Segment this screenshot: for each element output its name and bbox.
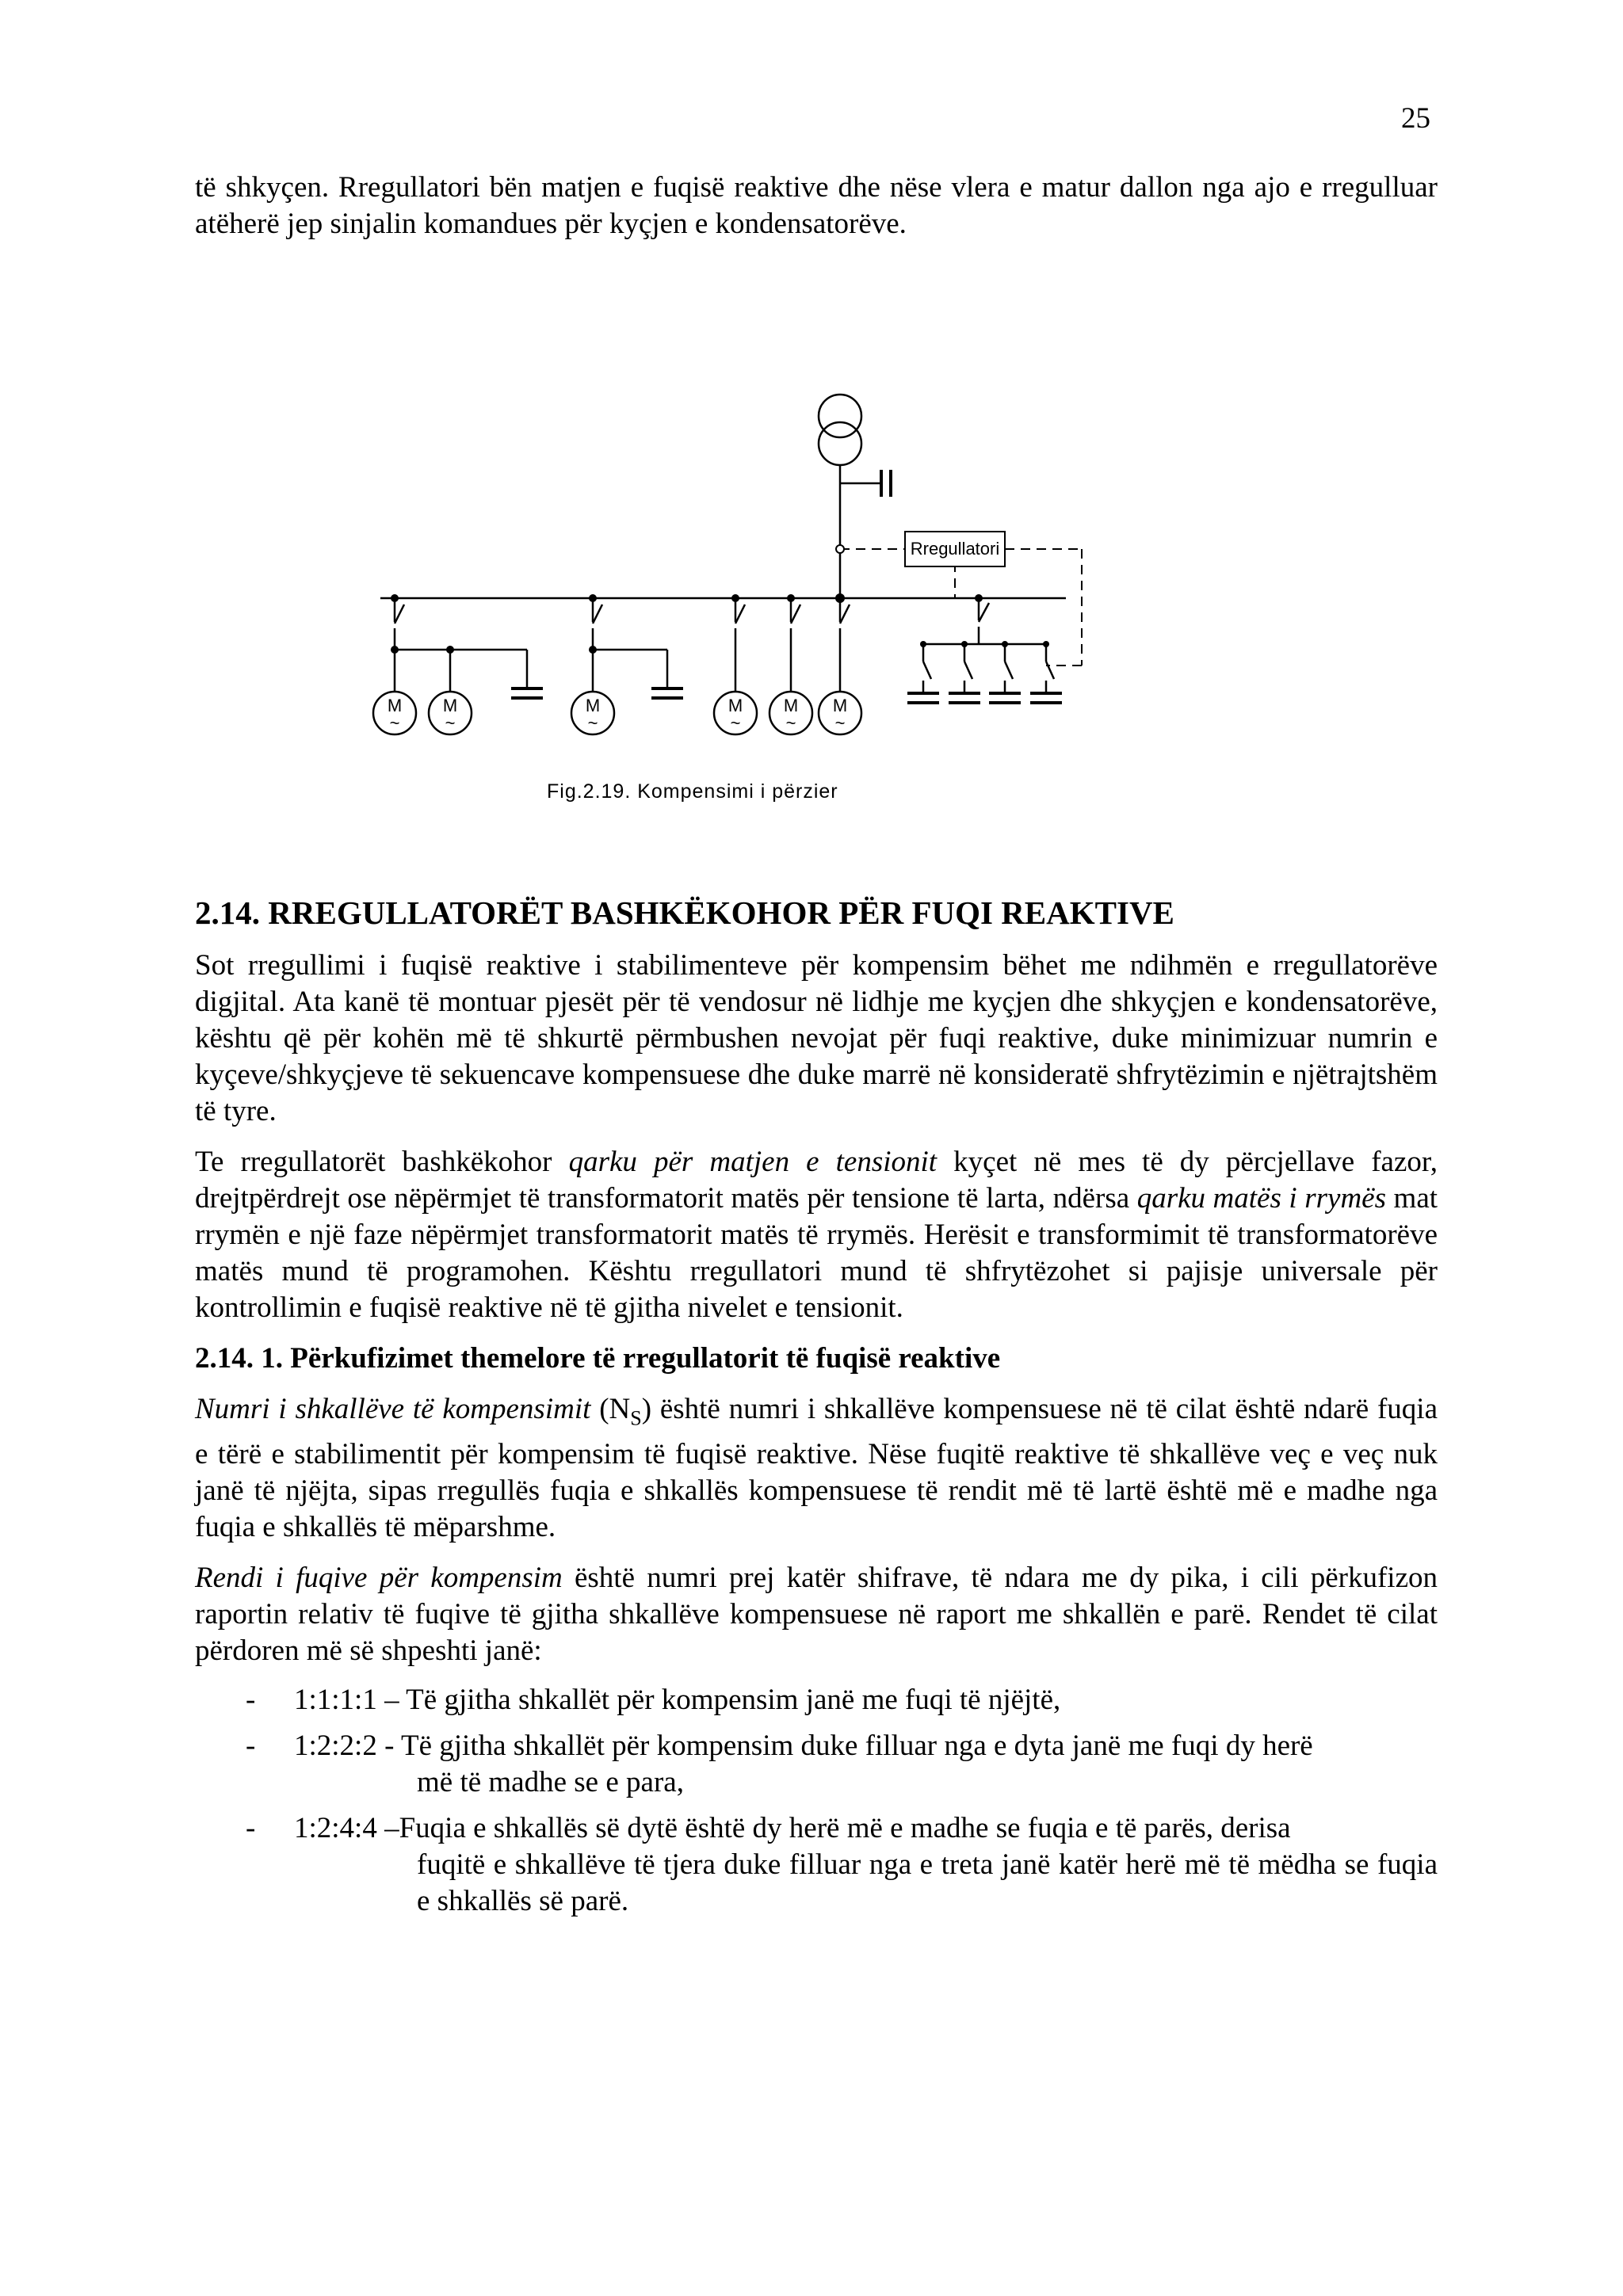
- motor-m2: [429, 692, 472, 734]
- svg-text:~: ~: [389, 713, 400, 733]
- svg-text:M: M: [387, 696, 403, 715]
- list-item: - 1:2:2:2 - Të gjitha shkallët për kompensim duke filluar nga e dyta janë me fuqi dy herë më të madhe se e para,: [246, 1730, 1313, 1799]
- section-heading: 2.14. RREGULLATORËT BASHKËKOHOR PËR FUQI REAKTIVE: [195, 894, 1174, 931]
- transformer-lower-coil: [819, 422, 861, 465]
- svg-text:M: M: [727, 696, 743, 715]
- definition-paragraph-1: Numri i shkallëve të kompensimit $(N_S)$ është numri i shkallëve kompensuese në të cilat është ndarë fuqia e tërë e stabilimentit për kompensim të fuqisë reaktive. Nëse fuqitë reaktive të shkallëve veç e veç nuk janë të njëjta, sipas rregullës fuqia e shkallës kompensuese të rendit më të lartë është më e madhe nga fuqia e shkallës të mëparshme.: [195, 1393, 1438, 1544]
- motor-m4: [714, 692, 757, 734]
- transformer-upper-coil: [819, 395, 861, 437]
- motor-m3: [571, 692, 614, 734]
- svg-text:~: ~: [834, 713, 846, 733]
- section-body: [195, 948, 1438, 1920]
- compensation-diagram: [365, 392, 1125, 749]
- svg-text:~: ~: [445, 713, 456, 733]
- section-paragraph-1: Sot rregullimi i fuqisë reaktive i stabilimenteve për kompensim bëhet me ndihmën e rregullatorëve digjital. Ata kanë të montuar pjesët për të vendosur në lidhje me kyçjen dhe shkyçjen e kondensatorëve, kështu që për kohën më të shkurtë përmbushen nevojat për fuqi reaktive, duke minimizuar numrin e kyçeve/shkyçjeve të sekuencave kompensuese dhe duke marrë në konsideratë shfrytëzimin e njëtrajtshëm të tyre.: [195, 949, 1438, 1127]
- svg-text:~: ~: [785, 713, 796, 733]
- definition-paragraph-2: Rendi i fuqive për kompensim është numri prej katër shifrave, të ndara me dy pika, i cili përkufizon raportin relativ të fuqive të gjitha shkallëve kompensuese në raport me shkallën e parë. Rendet të cilat përdoren më së shpeshti janë:: [195, 1562, 1438, 1668]
- intro-text: të shkyçen. Rregullatori bën matjen e fuqisë reaktive dhe nëse vlera e matur dallon nga ajo e rregulluar atëherë jep sinjalin komandues për kyçjen e kondensatorëve.: [195, 171, 1438, 240]
- figure-caption: Fig.2.19. Kompensimi i përzier: [547, 780, 838, 803]
- svg-text:M: M: [442, 696, 458, 715]
- ratio-list: [195, 1682, 1438, 1920]
- motor-m1: [373, 692, 416, 734]
- svg-text:M: M: [832, 696, 848, 715]
- svg-text:~: ~: [587, 713, 598, 733]
- section-paragraph-2: Te rregullatorët bashkëkohor qarku për matjen e tensionit kyçet në mes të dy përcjellave fazor, drejtpërdrejt ose nëpërmjet të transformatorit matës për tensione të larta, ndërsa qarku matës i rrymës mat rrymën e një faze nëpërmjet transformatorit matës të rrymës. Herësit e transformimit të transformatorëve matës mund të programohen. Kështu rregullatori mund të shfrytëzohet si pajisje universale për kontrollimin e fuqisë reaktive në të gjitha nivelet e tensionit.: [195, 1146, 1438, 1324]
- svg-text:M: M: [783, 696, 799, 715]
- list-item: - 1:2:4:4 –Fuqia e shkallës së dytë është dy herë më e madhe se fuqia e të parës, derisa fuqitë e shkallëve të tjera duke filluar nga e treta janë katër herë më të mëdha se fuqia e shkallës së parë.: [246, 1812, 1438, 1918]
- svg-text:~: ~: [730, 713, 741, 733]
- intro-paragraph: [195, 170, 1438, 242]
- motor-m6: [819, 692, 861, 734]
- page-number: 25: [1401, 102, 1430, 135]
- list-item: - 1:1:1:1 – Të gjitha shkallët për kompensim janë me fuqi të njëjtë,: [246, 1684, 1061, 1717]
- svg-text:M: M: [585, 696, 601, 715]
- regulator-label: Rregullatori: [910, 539, 1000, 559]
- subsection-heading: 2.14. 1. Përkufizimet themelore të rregullatorit të fuqisë reaktive: [195, 1342, 1001, 1375]
- motor-m5: [769, 692, 812, 734]
